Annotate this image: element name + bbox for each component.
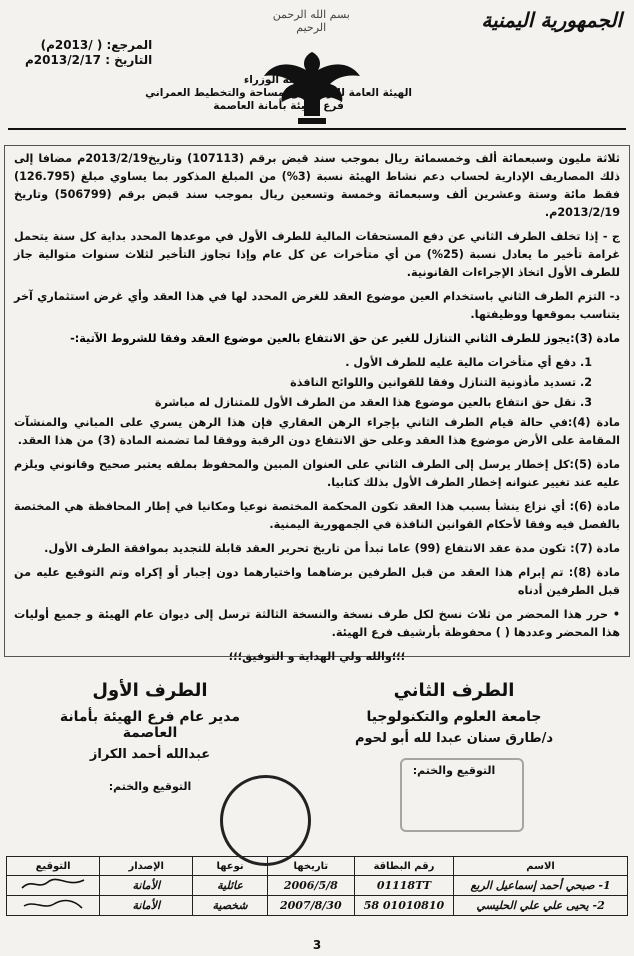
signature-area — [0, 680, 634, 850]
date-label: التاريخ : 2013/2/17م — [25, 53, 153, 67]
table-row — [7, 896, 628, 916]
witness-id-type: شخصية — [193, 896, 268, 916]
witness-name: 2- يحيى علي علي الحليسي — [454, 896, 628, 916]
ref-label: المرجع: ( /2013م) — [40, 38, 153, 52]
col-id-date: تاريخها — [267, 857, 354, 876]
article-6: مادة (6): أي نزاع ينشأ بسبب هذا العقد تكون المحكمة المختصة نوعيا ومكانيا في إطار المحافظة هي المختصة بالفصل فيه وفقا لأحكام القوانين النافذة في الجمهورية اليمنية. — [14, 500, 620, 531]
ministry-line-2: الهيئة العامة للأراضي والمساحة والتخطيط العمراني — [145, 87, 412, 99]
clause-d: د- التزم الطرف الثاني باستخدام العين موضوع العقد للغرض المحدد لها في هذا العقد وأي غرض استثماري آخر يتناسب بموقعها ووظيفتها. — [14, 290, 620, 321]
second-party-sign-label: التوقيع والختم: — [412, 764, 496, 777]
article-8: مادة (8): تم إبرام هذا العقد من قبل الطرفين برضاهما واختيارهما دون إجبار أو إكراه وتم التوقيع عليه من قبل الطرفين أدناه — [14, 566, 620, 597]
ministry-line-3: فرع الهيئة بأمانة العاصمة — [213, 100, 344, 112]
republic-title: الجمهورية اليمنية — [481, 8, 622, 32]
second-party-name: جامعة العلوم والتكنولوجيا — [366, 709, 542, 725]
signature-scribble-icon — [18, 876, 88, 892]
payment-paragraph: ثلاثة مليون وسبعمائة ألف وخمسمائة ريال بموجب سند قبض برقم (107113) وتاريخ2013/2/19م مضافا إلى ذلك المصاريف الإدارية لحساب دعم نشاط الهيئة نسبة (3%) من المبلغ المذكور بما يساوي مبلغ (126.795) فقط مائة وستة وعشرين ألف وسبعمائة وخمسة وتسعين ريال بموجب سند قبض برقم (506799) وتاريخ 2013/2/19م. — [14, 152, 621, 219]
first-party-block — [40, 680, 260, 793]
copies-note: • حرر هذا المحضر من ثلاث نسخ لكل طرف نسخة والنسخة الثالثة ترسل إلى ديوان عام الهيئة و جميع أوليات هذا المحضر وعددها ( ) محفوظة بأرشيف فرع الهيئة. — [14, 608, 620, 639]
witness-id: 01118TT — [354, 876, 453, 896]
witness-signature — [7, 876, 100, 896]
reference-block — [25, 38, 152, 68]
clause-j: ج - إذا تخلف الطرف الثاني عن دفع المستحقات المالية للطرف الأول في موعدها المحدد بداية كل سنة يتحمل غرامة تأخير ما يعادل نسبة (25%) من أي متأخرات عن كل عام وإذا تجاوز التأخير لثلاث سنوات متوالية جاز للطرف الأول اتخاذ الإجراءات القانونية. — [14, 230, 620, 279]
contract-body — [14, 150, 620, 672]
col-name: الاسم — [454, 857, 628, 876]
first-party-rep: عبدالله أحمد الكراز — [89, 747, 211, 762]
col-signature: التوقيع — [7, 857, 100, 876]
witness-id: 01010810 58 — [354, 896, 453, 916]
list-item: 2. تسديد مأذونية التنازل وفقا للقوانين واللوائح النافذة — [290, 376, 592, 389]
article-3-list — [14, 354, 620, 412]
header-divider — [8, 128, 626, 130]
first-party-name: مدير عام فرع الهيئة بأمانة العاصمة — [59, 709, 241, 741]
article-5: مادة (5):كل إخطار يرسل إلى الطرف الثاني على العنوان المبين والمحفوظ بملفه يعتبر صحيح وقانوني ويلزم عليه عند تغيير عنوانه إخطار الطرف الأول بذلك كتابيا. — [14, 458, 620, 489]
witness-id-type: عائلية — [193, 876, 268, 896]
second-party-rep: د/طارق سنان عبدا لله أبو لحوم — [355, 731, 553, 746]
signature-scribble-icon — [18, 896, 88, 912]
closing-line: ؛؛؛والله ولي الهداية و التوفيق؛؛؛ — [228, 650, 406, 663]
article-3: مادة (3):يجوز للطرف الثاني التنازل للغير عن حق الانتفاع بالعين موضوع العقد وفقا للشروط الآتية:- — [70, 332, 620, 345]
article-4: مادة (4):في حالة قيام الطرف الثاني بإجراء الرهن العقاري فإن هذا الرهن يسري على المباني والمنشآت المقامة على الأرض موضوع هذا العقد وعلى حق الانتفاع دون الرقبة ووفقا لما تضمنه المادة (3) من هذا العقد. — [14, 416, 621, 447]
official-stamp-icon — [220, 775, 311, 866]
second-party-title: الطرف الثاني — [393, 680, 515, 701]
witness-id-date: 2006/5/8 — [267, 876, 354, 896]
witness-signature — [7, 896, 100, 916]
ministry-line-1: رئاسة الوزراء — [243, 74, 314, 86]
first-party-title: الطرف الأول — [92, 680, 208, 701]
table-header-row — [7, 857, 628, 876]
list-item: 1. دفع أي متأخرات مالية عليه للطرف الأول . — [345, 356, 592, 369]
col-issuer: الإصدار — [100, 857, 193, 876]
list-item: 3. نقل حق انتفاع بالعين موضوع هذا العقد من الطرف الأول للمتنازل له مباشرة — [154, 396, 592, 409]
page-number: 3 — [312, 938, 322, 952]
ministry-block — [145, 74, 412, 113]
col-id-type: نوعها — [193, 857, 268, 876]
basmala: بسم الله الرحمن الرحيم — [272, 8, 350, 34]
first-party-sign-label: التوقيع والختم: — [108, 780, 192, 793]
witness-table — [6, 856, 628, 916]
article-7: مادة (7): تكون مدة عقد الانتفاع (99) عاما تبدأ من تاريخ تحرير العقد قابلة للتجديد بموافقة الطرف الأول. — [44, 542, 620, 555]
col-id-number: رقم البطاقة — [354, 857, 453, 876]
table-row — [7, 876, 628, 896]
witness-issuer: الأمانة — [100, 896, 193, 916]
witness-issuer: الأمانة — [100, 876, 193, 896]
witness-id-date: 2007/8/30 — [267, 896, 354, 916]
university-stamp-icon — [400, 758, 524, 832]
witness-name: 1- صبحي أحمد إسماعيل الربع — [454, 876, 628, 896]
